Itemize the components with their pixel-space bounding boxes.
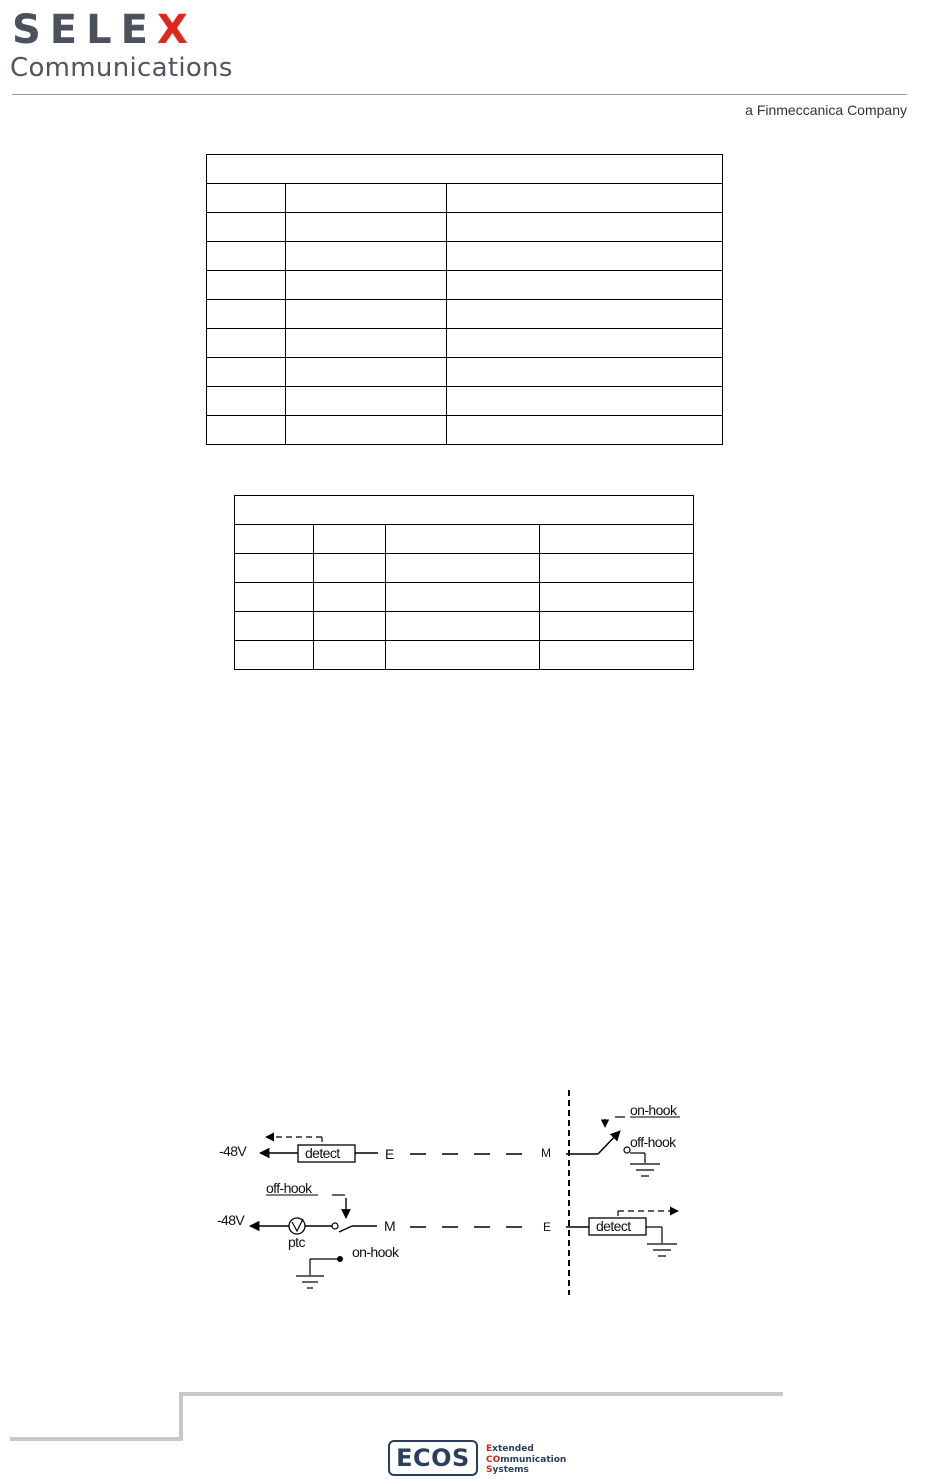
table-row <box>207 184 723 213</box>
label-e-right: E <box>543 1220 551 1234</box>
table-cell <box>286 358 447 387</box>
table-cell <box>540 525 694 554</box>
table-cell <box>207 271 286 300</box>
table-cell <box>447 300 723 329</box>
label-e-left: E <box>385 1146 394 1162</box>
table-cell <box>207 416 286 445</box>
table-row <box>235 554 694 583</box>
header-rule <box>12 94 907 95</box>
footer-rule <box>180 1392 783 1396</box>
table-row <box>235 583 694 612</box>
table-cell <box>235 554 314 583</box>
contact-point <box>332 1223 338 1229</box>
table-cell <box>235 612 314 641</box>
table-row <box>207 387 723 416</box>
ptc-symbol-mark <box>292 1219 303 1231</box>
label-on-hook-top: on-hook <box>630 1102 677 1118</box>
table-cell <box>447 271 723 300</box>
table-cell <box>286 300 447 329</box>
table-cell <box>314 583 386 612</box>
table-row <box>207 358 723 387</box>
ground-symbol <box>630 1164 660 1176</box>
table-cell <box>447 358 723 387</box>
label-off-hook-top: off-hook <box>630 1134 676 1150</box>
table-1 <box>206 154 723 445</box>
table-row <box>207 300 723 329</box>
communications-logo-text: Communications <box>10 53 233 83</box>
table-cell <box>207 300 286 329</box>
label-detect-left: detect <box>305 1145 340 1161</box>
switch-arm <box>339 1226 352 1232</box>
switch-arm <box>598 1131 620 1154</box>
table-cell <box>207 184 286 213</box>
table-cell <box>207 155 723 184</box>
table-cell <box>207 329 286 358</box>
table-cell <box>235 641 314 670</box>
table-cell <box>286 387 447 416</box>
ground-symbol <box>296 1276 324 1288</box>
table-cell <box>286 242 447 271</box>
ecos-logo-caption: Extended COmmunication Systems <box>486 1444 567 1475</box>
label-m-right: M <box>541 1146 551 1160</box>
table-row <box>235 612 694 641</box>
table-cell <box>235 525 314 554</box>
table-cell <box>207 387 286 416</box>
table-cell <box>286 416 447 445</box>
table-cell <box>540 554 694 583</box>
table-row <box>235 525 694 554</box>
table-cell <box>386 554 540 583</box>
table-cell <box>235 583 314 612</box>
ground-symbol <box>647 1244 677 1256</box>
table-cell <box>207 358 286 387</box>
label-minus48v-bottom: -48V <box>217 1212 245 1228</box>
table-cell <box>386 583 540 612</box>
em-signalling-diagram <box>200 1085 700 1300</box>
label-on-hook-bottom: on-hook <box>352 1244 399 1260</box>
table-cell <box>286 184 447 213</box>
table-row <box>207 213 723 242</box>
footer-rule-left <box>10 1437 182 1441</box>
ecos-logo: ECOS <box>388 1440 478 1476</box>
table-cell <box>447 184 723 213</box>
table-cell <box>540 612 694 641</box>
table-cell <box>447 387 723 416</box>
table-cell <box>286 329 447 358</box>
table-2 <box>234 495 694 670</box>
label-ptc: ptc <box>288 1234 305 1250</box>
table-cell <box>447 242 723 271</box>
label-minus48v-top: -48V <box>219 1143 247 1159</box>
table-cell <box>286 271 447 300</box>
table-cell <box>286 213 447 242</box>
label-off-hook-left: off-hook <box>266 1180 312 1196</box>
footer-rule-step <box>179 1392 183 1441</box>
table-row <box>207 242 723 271</box>
table-cell <box>207 242 286 271</box>
table-row <box>207 155 723 184</box>
table-row <box>207 416 723 445</box>
table-cell <box>386 525 540 554</box>
table-row <box>235 496 694 525</box>
table-row <box>207 271 723 300</box>
table-cell <box>447 329 723 358</box>
table-cell <box>540 641 694 670</box>
table-cell <box>447 213 723 242</box>
label-m-left: M <box>384 1218 396 1234</box>
table-cell <box>314 641 386 670</box>
label-detect-right: detect <box>596 1218 631 1234</box>
table-row <box>207 329 723 358</box>
company-tagline: a Finmeccanica Company <box>745 102 907 118</box>
table-cell <box>314 554 386 583</box>
table-cell <box>386 612 540 641</box>
table-cell <box>314 525 386 554</box>
table-row <box>235 641 694 670</box>
table-cell <box>447 416 723 445</box>
table-cell <box>314 612 386 641</box>
table-cell <box>235 496 694 525</box>
selex-logo-x: X <box>156 7 197 53</box>
table-cell <box>207 213 286 242</box>
selex-logo: SELEX <box>12 7 197 53</box>
table-cell <box>386 641 540 670</box>
table-cell <box>540 583 694 612</box>
